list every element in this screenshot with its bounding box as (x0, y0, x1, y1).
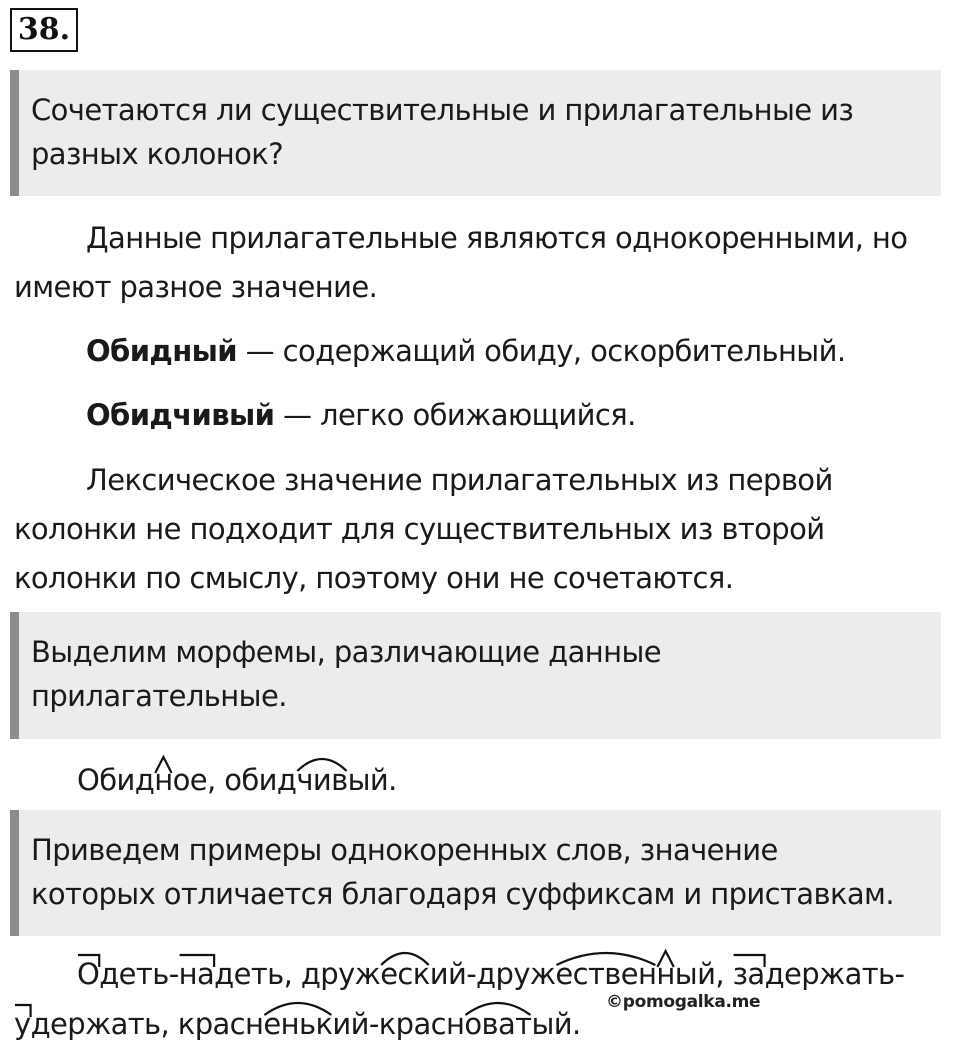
question-line: Приведем примеры однокоренных слов, значение (31, 833, 778, 867)
word-part: Обид (77, 763, 155, 797)
paragraph-line: Данные прилагательные являются однокоренными, но (86, 221, 908, 255)
examples-line-1 (77, 954, 904, 994)
definition-text: — легко обижающийся. (274, 398, 636, 432)
word-part: ий-друж (429, 957, 556, 991)
word-part: ое, обид (172, 763, 297, 797)
morpheme-example-line (77, 760, 397, 800)
question-line: Сочетаются ли существительные и прилагательные из (31, 93, 854, 127)
question-line: разных колонок? (31, 137, 283, 171)
paragraph-line: колонки по смыслу, поэтому они не сочетаются. (14, 561, 734, 595)
word-part: ый. (347, 763, 397, 797)
word-part: держать, красн (30, 1007, 264, 1041)
question-block-2 (10, 612, 941, 739)
word-part: деть- (99, 957, 179, 991)
word-part: деть, друж (214, 957, 381, 991)
question-line: прилагательные. (31, 679, 287, 713)
question-line: которых отличается благодаря суффиксам и приставкам. (31, 877, 894, 911)
task-number: 38. (10, 8, 78, 52)
prefix: О (77, 957, 100, 991)
suffix: н (154, 763, 173, 797)
term: Обидчивый (86, 398, 275, 432)
definition-obidny (86, 331, 845, 371)
word-part: держать- (764, 957, 905, 991)
copyright-watermark: ©pomogalka.me (606, 992, 761, 1012)
suffix: еньк (263, 1007, 333, 1041)
word-part: ый, (674, 957, 733, 991)
suffix: н (656, 957, 675, 991)
question-block-3 (10, 810, 941, 936)
term: Обидный (86, 334, 238, 368)
word-part: ый. (531, 1007, 581, 1041)
question-line: Выделим морфемы, различающие данные (31, 635, 662, 669)
prefix: у (14, 1007, 31, 1041)
paragraph-line: имеют разное значение. (14, 270, 378, 304)
suffix: оват (464, 1007, 532, 1041)
word-part: ий-красн (332, 1007, 465, 1041)
prefix: за (732, 957, 765, 991)
suffix: еск (380, 957, 430, 991)
examples-line-2 (14, 1004, 581, 1044)
suffix: чив (296, 763, 348, 797)
suffix: ествен (555, 957, 657, 991)
prefix: на (178, 957, 215, 991)
definition-text: — содержащий обиду, оскорбительный. (237, 334, 846, 368)
definition-obidchivy (86, 395, 636, 435)
question-block-1 (10, 70, 941, 196)
paragraph-line: колонки не подходит для существительных из второй (14, 512, 825, 546)
paragraph-line: Лексическое значение прилагательных из первой (86, 463, 833, 497)
